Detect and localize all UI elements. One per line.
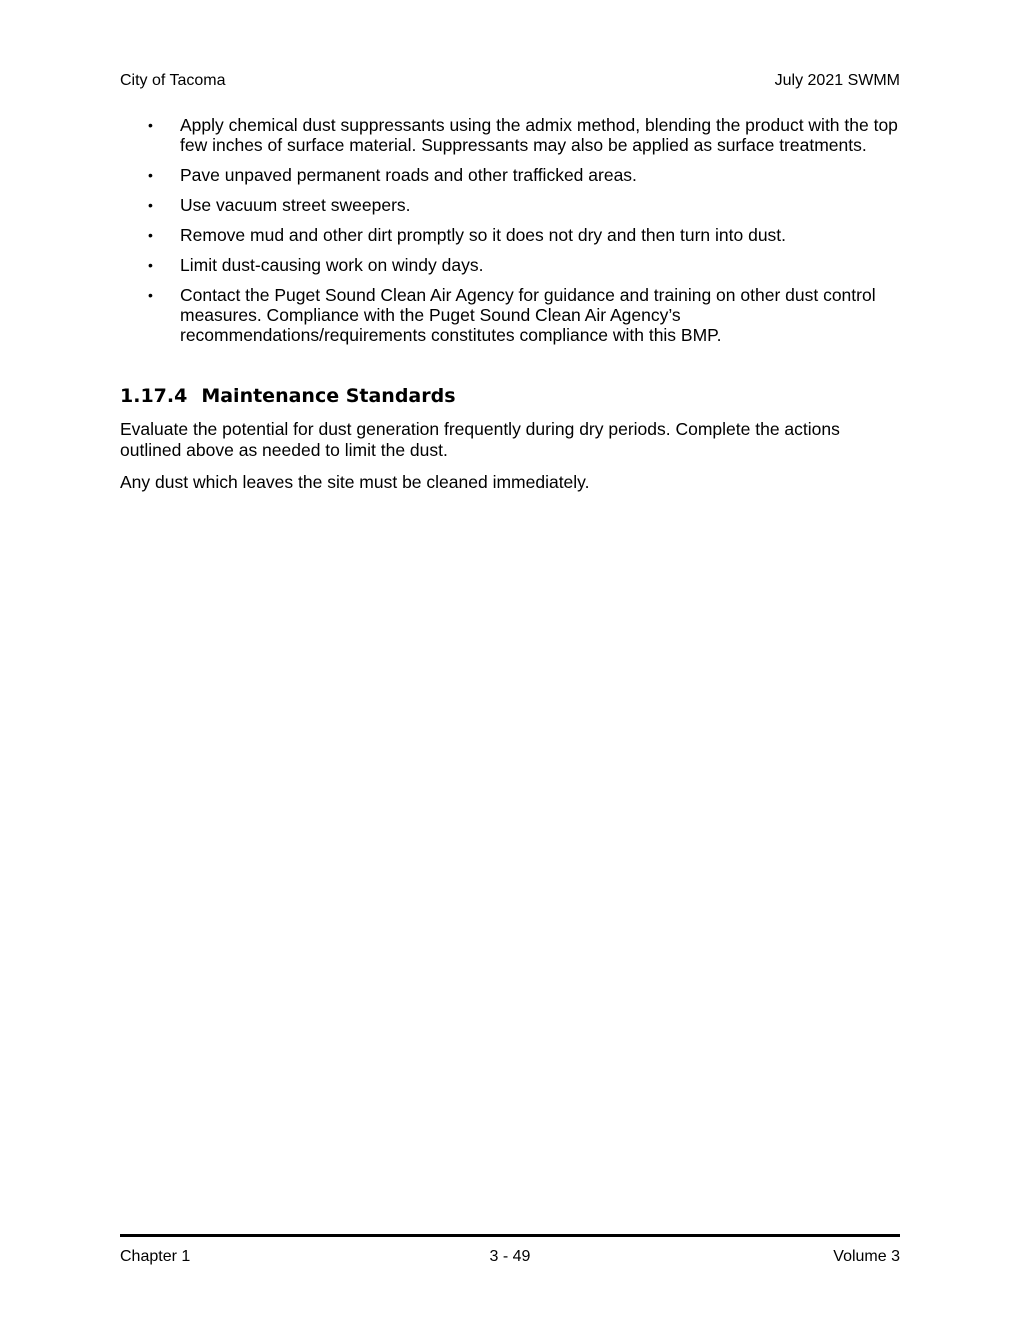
bullet-icon: • bbox=[148, 227, 153, 243]
section-number: 1.17.4 bbox=[120, 385, 188, 407]
page-footer bbox=[120, 1247, 900, 1267]
bullet-icon: • bbox=[148, 257, 153, 273]
bullet-list bbox=[120, 115, 900, 355]
footer-chapter: Chapter 1 bbox=[120, 1248, 191, 1265]
bullet-icon: • bbox=[148, 197, 153, 213]
paragraph-dust-cleanup: Any dust which leaves the site must be cleaned immediately. bbox=[120, 472, 590, 492]
page-header bbox=[120, 71, 900, 91]
footer-divider bbox=[120, 1234, 900, 1237]
bullet-icon: • bbox=[148, 167, 153, 183]
list-item bbox=[120, 165, 900, 185]
section-heading bbox=[120, 384, 456, 408]
bullet-icon: • bbox=[148, 117, 153, 133]
list-item bbox=[120, 285, 900, 345]
bullet-icon: • bbox=[148, 287, 153, 303]
list-item bbox=[120, 255, 900, 275]
section-title: Maintenance Standards bbox=[201, 385, 456, 407]
list-item bbox=[120, 195, 900, 215]
header-edition: July 2021 SWMM bbox=[774, 72, 900, 89]
list-item-text: Contact the Puget Sound Clean Air Agency for guidance and training on other dust control measures. Compliance with the Puget Sound Clean Air Agency’s recommendations/requirements constitutes compliance with this BMP. bbox=[180, 285, 876, 345]
list-item-text: Remove mud and other dirt promptly so it does not dry and then turn into dust. bbox=[180, 225, 787, 245]
footer-volume: Volume 3 bbox=[833, 1248, 900, 1265]
list-item bbox=[120, 225, 900, 245]
header-org: City of Tacoma bbox=[120, 72, 226, 89]
footer-page-number: 3 - 49 bbox=[489, 1248, 531, 1265]
list-item-text: Limit dust-causing work on windy days. bbox=[180, 255, 484, 275]
list-item-text: Pave unpaved permanent roads and other trafficked areas. bbox=[180, 165, 637, 185]
list-item-text: Apply chemical dust suppressants using the admix method, blending the product with the top few inches of surface material. Suppressants may also be applied as surface treatments. bbox=[180, 115, 898, 155]
list-item bbox=[120, 115, 900, 155]
paragraph-evaluate: Evaluate the potential for dust generation frequently during dry periods. Complete the actions outlined above as needed to limit the dust. bbox=[120, 419, 840, 460]
list-item-text: Use vacuum street sweepers. bbox=[180, 195, 411, 215]
